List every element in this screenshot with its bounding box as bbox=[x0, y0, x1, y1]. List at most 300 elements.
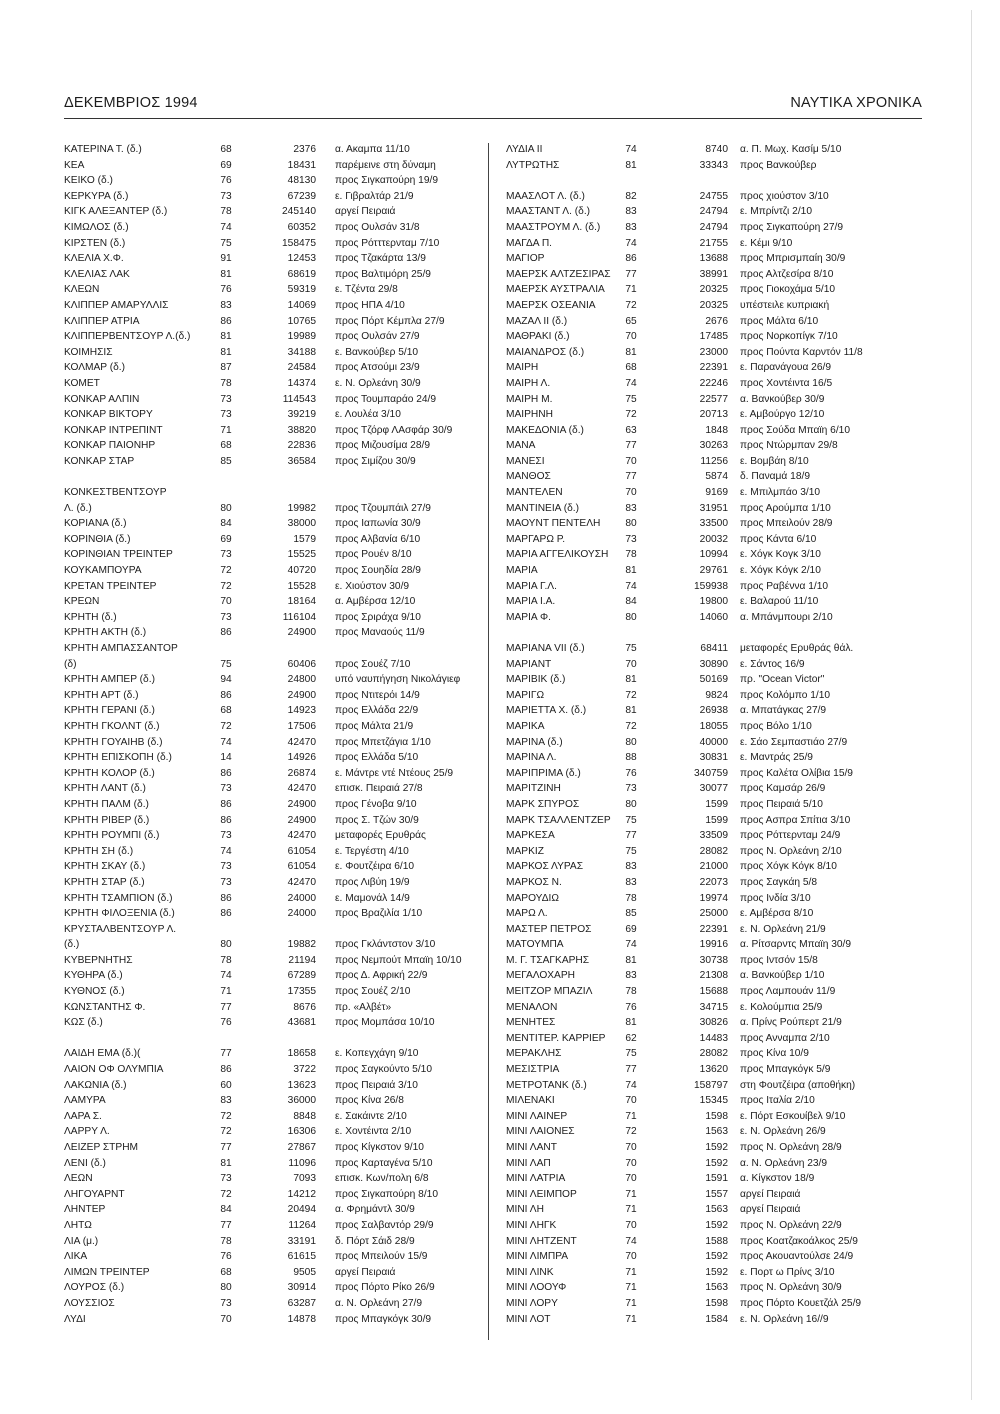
ship-entry bbox=[64, 423, 476, 439]
ship-name: ΛΕΝΙ (δ.) bbox=[64, 1157, 106, 1169]
build-year: 71 bbox=[220, 424, 232, 436]
tonnage: 18658 bbox=[287, 1048, 316, 1060]
ship-entry bbox=[64, 314, 476, 330]
ship-name: ΜΑΓΙΟΡ bbox=[506, 253, 545, 265]
ship-name: ΜΑΡΩ Λ. bbox=[506, 908, 548, 920]
build-year: 86 bbox=[220, 627, 232, 639]
status-destination: προς Βόλο 1/10 bbox=[740, 720, 812, 732]
ship-entry bbox=[506, 501, 930, 517]
ship-entry bbox=[506, 797, 930, 813]
ship-name: ΚΟΡΙΝΘΙΑΝ ΤΡΕΙΝΤΕΡ bbox=[64, 549, 173, 561]
status-destination: υπό ναυπήγηση Νικολάγιεφ bbox=[335, 674, 461, 686]
ship-name: ΚΩΝΣΤΑΝΤΗΣ Φ. bbox=[64, 1001, 146, 1013]
ship-entry bbox=[506, 657, 930, 673]
ship-name: ΛΑΜΥΡΑ bbox=[64, 1095, 106, 1107]
ship-entry bbox=[64, 282, 476, 298]
ship-name: ΜΑΙΡΗ Μ. bbox=[506, 393, 553, 405]
status-destination: α. Ν. Ορλεάνη 27/9 bbox=[335, 1297, 423, 1309]
ship-name: ΜΑΙΑΝΔΡΟΣ (δ.) bbox=[506, 346, 585, 358]
ship-name: ΚΡΗΤΗ ΡΙΒΕΡ (δ.) bbox=[64, 814, 150, 826]
ship-entry bbox=[506, 516, 930, 532]
status-destination: προς Λαμπουάν 11/9 bbox=[740, 986, 836, 998]
build-year: 86 bbox=[220, 689, 232, 701]
status-destination: προς ΗΠΑ 4/10 bbox=[335, 299, 405, 311]
tonnage: 33343 bbox=[699, 159, 728, 171]
status-destination: προς Λιβύη 19/9 bbox=[335, 876, 410, 888]
ship-entry bbox=[64, 703, 476, 719]
tonnage: 11264 bbox=[288, 1219, 316, 1231]
ship-name: ΛΗΝΤΕΡ bbox=[64, 1204, 106, 1216]
status-destination: ε. Σακάιντε 2/10 bbox=[335, 1110, 407, 1122]
ship-entry bbox=[64, 688, 476, 704]
status-destination: προς Βραζιλία 1/10 bbox=[335, 908, 423, 920]
ship-entry bbox=[506, 781, 930, 797]
build-year: 80 bbox=[625, 736, 637, 748]
tonnage: 33191 bbox=[287, 1235, 316, 1247]
build-year: 77 bbox=[220, 1001, 232, 1013]
tonnage: 24900 bbox=[287, 689, 316, 701]
ship-name: ΚΙΜΩΛΟΣ (δ.) bbox=[64, 221, 129, 233]
tonnage: 1598 bbox=[705, 1110, 728, 1122]
tonnage: 61615 bbox=[287, 1251, 316, 1263]
build-year: 68 bbox=[220, 705, 232, 717]
status-destination: α. Βανκούβερ 1/10 bbox=[740, 970, 825, 982]
build-year: 71 bbox=[625, 1282, 637, 1294]
ship-entry bbox=[64, 1140, 476, 1156]
ship-name: ΜΙΝΙ ΛΟΤ bbox=[506, 1313, 551, 1325]
tonnage: 63287 bbox=[287, 1297, 316, 1309]
ship-name: ΜΑΤΟΥΜΠΑ bbox=[506, 939, 564, 951]
tonnage: 15528 bbox=[287, 580, 316, 592]
status-destination: προς Τζόρφ ΛΑσφάρ 30/9 bbox=[335, 424, 453, 436]
tonnage: 340759 bbox=[694, 767, 728, 779]
tonnage: 43681 bbox=[287, 1017, 316, 1029]
tonnage: 17355 bbox=[287, 986, 316, 998]
status-destination: προς Ασπρα Σπίτια 3/10 bbox=[740, 814, 851, 826]
ship-name: ΚΡΗΤΗ ΑΡΤ (δ.) bbox=[64, 689, 139, 701]
build-year: 94 bbox=[220, 674, 232, 686]
ship-entry bbox=[64, 672, 476, 688]
ship-entry bbox=[64, 1046, 476, 1062]
build-year: 73 bbox=[220, 393, 232, 405]
status-destination: προς Βανκούβερ bbox=[740, 159, 817, 171]
tonnage: 42470 bbox=[287, 830, 316, 842]
build-year: 74 bbox=[220, 970, 232, 982]
tonnage: 24000 bbox=[287, 892, 316, 904]
ship-entry bbox=[506, 423, 930, 439]
status-destination: προς Ντιτερόι 14/9 bbox=[335, 689, 420, 701]
tonnage: 1557 bbox=[705, 1188, 728, 1200]
status-destination: ε. Κοπεγχάγη 9/10 bbox=[335, 1048, 419, 1060]
ship-name: ΜΑΚΕΔΟΝΙΑ (δ.) bbox=[506, 424, 584, 436]
ship-name: ΚΡΗΤΗ ΣΚΑΥ (δ.) bbox=[64, 861, 146, 873]
ship-name: ΜΙΝΙ ΛΑΝΤ bbox=[506, 1142, 557, 1153]
ship-entry bbox=[506, 267, 930, 283]
build-year: 70 bbox=[625, 658, 637, 670]
ship-name: ΜΑΖΑΛ ΙΙ (δ.) bbox=[506, 315, 568, 327]
ship-entry bbox=[506, 922, 930, 938]
build-year: 74 bbox=[220, 845, 232, 857]
header-publication: ΝΑΥΤΙΚΑ ΧΡΟΝΙΚΑ bbox=[790, 95, 922, 111]
build-year: 73 bbox=[220, 1297, 232, 1309]
ship-name: ΚΡΕΤΑΝ ΤΡΕΙΝΤΕΡ bbox=[64, 580, 157, 592]
tonnage: 28082 bbox=[699, 845, 728, 857]
ship-name: ΜΑΕΡΣΚ ΑΥΣΤΡΑΛΙΑ bbox=[506, 284, 605, 296]
build-year: 83 bbox=[625, 221, 637, 233]
ship-name: ΜΑΡΚ ΣΠΥΡΟΣ bbox=[506, 798, 580, 810]
ship-name: ΜΑΡΙΠΡΙΜΑ (δ.) bbox=[506, 767, 581, 779]
ship-entry bbox=[506, 1249, 930, 1265]
ship-entry bbox=[64, 1265, 476, 1281]
status-destination: προς Σούδα Μπαϊη 6/10 bbox=[740, 424, 851, 436]
ship-name: ΛΑΡΡΥ Λ. bbox=[64, 1126, 110, 1138]
ship-name: ΜΑΕΡΣΚ ΑΛΤΖΕΣΙΡΑΣ bbox=[506, 268, 611, 280]
status-destination: ε. Χόγκ Κογκ 3/10 bbox=[740, 549, 821, 561]
status-destination: ε. Σάντος 16/9 bbox=[740, 658, 805, 670]
status-destination: ε. Παρανάγουα 26/9 bbox=[740, 362, 831, 374]
status-destination: ε. Τεργέστη 4/10 bbox=[335, 845, 409, 857]
build-year: 73 bbox=[625, 533, 637, 545]
status-destination: προς Ατσούμι 23/9 bbox=[335, 362, 420, 374]
ship-entry bbox=[506, 1109, 930, 1125]
status-destination: προς Ιντσόν 15/8 bbox=[740, 954, 818, 966]
build-year: 78 bbox=[220, 377, 232, 389]
ship-entry bbox=[506, 1280, 930, 1296]
tonnage: 18055 bbox=[699, 720, 728, 732]
section-gap bbox=[64, 1031, 476, 1047]
ship-entry bbox=[506, 859, 930, 875]
status-destination: δ. Πόρτ Σάιδ 28/9 bbox=[335, 1235, 415, 1247]
ship-name: ΜΑΡΚΟΣ Ν. bbox=[506, 876, 562, 888]
tonnage: 33500 bbox=[699, 518, 728, 530]
status-destination: προς Δ. Αφρική 22/9 bbox=[335, 970, 428, 982]
status-destination: προς Τζουμπάιλ 27/9 bbox=[335, 502, 431, 514]
build-year: 76 bbox=[220, 1251, 232, 1263]
tonnage: 23000 bbox=[699, 346, 728, 358]
status-destination: μεταφορές Ερυθράς bbox=[335, 830, 426, 842]
build-year: 88 bbox=[625, 752, 637, 764]
tonnage: 30890 bbox=[699, 658, 728, 670]
ship-name: ΚΕΙΚΟ (δ.) bbox=[64, 175, 113, 187]
status-destination: ε. Χιούστον 30/9 bbox=[335, 580, 410, 592]
ship-entry bbox=[506, 937, 930, 953]
tonnage: 1848 bbox=[705, 424, 728, 436]
build-year: 86 bbox=[220, 814, 232, 826]
build-year: 14 bbox=[220, 752, 232, 764]
ship-entry bbox=[64, 766, 476, 782]
ship-name: ΜΑΡΙΑ bbox=[506, 565, 538, 577]
status-destination: προς Σαλβαντόρ 29/9 bbox=[335, 1219, 434, 1231]
section-gap bbox=[506, 173, 930, 189]
ship-name: ΜΑΑΣΤΡΟΥΜ Λ. (δ.) bbox=[506, 221, 601, 233]
ship-name: ΜΑΡΙΑ ΑΓΓΕΛΙΚΟΥΣΗ bbox=[506, 549, 609, 561]
ship-name: ΛΑΡΑ Σ. bbox=[64, 1110, 102, 1122]
ship-name: ΛΕΩΝ bbox=[64, 1173, 93, 1185]
tonnage: 1563 bbox=[705, 1204, 728, 1216]
ship-entry bbox=[64, 1312, 476, 1328]
build-year: 77 bbox=[220, 1219, 232, 1231]
tonnage: 3722 bbox=[293, 1064, 316, 1076]
build-year: 87 bbox=[220, 362, 232, 374]
status-destination: προς Σαγκάη 5/8 bbox=[740, 876, 818, 888]
ship-name: ΜΑΑΣΤΑΝΤ Λ. (δ.) bbox=[506, 206, 591, 218]
section-gap bbox=[506, 625, 930, 641]
build-year: 62 bbox=[625, 1032, 637, 1044]
ship-name: ΜΙΝΙ ΛΗ bbox=[506, 1204, 544, 1216]
build-year: 83 bbox=[220, 299, 232, 311]
tonnage: 18431 bbox=[287, 159, 316, 171]
ship-name: Λ. (δ.) bbox=[64, 502, 92, 514]
status-destination: α. Ρίτσαρντς Μπαϊη 30/9 bbox=[740, 939, 852, 951]
ship-entry bbox=[64, 360, 476, 376]
ship-entry bbox=[64, 579, 476, 595]
tonnage: 29761 bbox=[699, 565, 728, 577]
tonnage: 20494 bbox=[287, 1204, 316, 1216]
ship-entry bbox=[506, 376, 930, 392]
ship-entry bbox=[64, 953, 476, 969]
build-year: 72 bbox=[625, 409, 637, 421]
ship-entry bbox=[506, 158, 930, 174]
status-destination: α. Βανκούβερ 30/9 bbox=[740, 393, 825, 405]
build-year: 81 bbox=[625, 346, 637, 358]
build-year: 73 bbox=[220, 876, 232, 888]
ship-entry bbox=[64, 392, 476, 408]
build-year: 91 bbox=[220, 253, 232, 265]
ship-entry bbox=[64, 1124, 476, 1140]
status-destination: α. Πρίνς Ρούπερτ 21/9 bbox=[740, 1017, 842, 1029]
tonnage: 16306 bbox=[287, 1126, 316, 1138]
status-destination: ε. Τζέντα 29/8 bbox=[335, 284, 398, 296]
build-year: 76 bbox=[220, 284, 232, 296]
ship-entry bbox=[64, 454, 476, 470]
status-destination: προς Σ. Τζών 30/9 bbox=[335, 814, 419, 826]
ship-entry bbox=[64, 329, 476, 345]
status-destination: προς Μομπάσα 10/10 bbox=[335, 1017, 435, 1029]
build-year: 76 bbox=[625, 767, 637, 779]
ship-name: ΜΑΡΙΑ Γ.Λ. bbox=[506, 580, 557, 592]
status-destination: προς Ελλάδα 22/9 bbox=[335, 705, 419, 717]
build-year: 72 bbox=[625, 299, 637, 311]
status-destination: προς Σιγκαπούρη 8/10 bbox=[335, 1188, 438, 1200]
build-year: 69 bbox=[220, 533, 232, 545]
tonnage: 21000 bbox=[699, 861, 728, 873]
ship-name: ΜΙΝΙ ΛΕΙΜΠΟΡ bbox=[506, 1188, 577, 1200]
tonnage: 26874 bbox=[287, 767, 316, 779]
status-destination: προς Κίνα 26/8 bbox=[335, 1095, 404, 1107]
build-year: 78 bbox=[220, 954, 232, 966]
tonnage: 1592 bbox=[705, 1251, 728, 1263]
status-destination: ε. Αμβέρσα 8/10 bbox=[740, 908, 814, 920]
status-destination: πρ. «Αλβέτ» bbox=[335, 1001, 392, 1013]
tonnage: 25000 bbox=[699, 908, 728, 920]
tonnage: 20325 bbox=[699, 284, 728, 296]
status-destination: προς Σουέζ 7/10 bbox=[335, 658, 411, 670]
tonnage: 42470 bbox=[287, 783, 316, 795]
build-year: 71 bbox=[625, 284, 637, 296]
tonnage: 33509 bbox=[699, 830, 728, 842]
status-destination: προς Πόρτ Κέμπλα 27/9 bbox=[335, 315, 445, 327]
tonnage: 24794 bbox=[699, 206, 728, 218]
ship-name: ΜΑΡΙΚΑ bbox=[506, 720, 545, 732]
ship-name: ΜΑΡΚΕΣΑ bbox=[506, 830, 555, 842]
ship-name: ΜΕΣΙΣΤΡΙΑ bbox=[506, 1064, 560, 1076]
section-gap bbox=[64, 469, 476, 485]
build-year: 78 bbox=[220, 206, 232, 218]
build-year: 70 bbox=[625, 1095, 637, 1107]
right-column bbox=[506, 142, 930, 1327]
ship-entry bbox=[506, 703, 930, 719]
ship-entry bbox=[64, 1296, 476, 1312]
ship-name: ΚΟΝΚΑΡ ΑΛΠΙΝ bbox=[64, 393, 140, 405]
ship-entry bbox=[64, 438, 476, 454]
ship-name: ΚΡΗΤΗ ΕΠΙΣΚΟΠΗ (δ.) bbox=[64, 752, 172, 764]
tonnage: 38991 bbox=[699, 268, 728, 280]
ship-entry bbox=[64, 501, 476, 517]
status-destination: προς Χόγκ Κόγκ 8/10 bbox=[740, 861, 837, 873]
status-destination: αργεί Πειραιά bbox=[335, 206, 396, 218]
ship-entry bbox=[64, 1218, 476, 1234]
build-year: 60 bbox=[220, 1079, 232, 1091]
build-year: 63 bbox=[625, 424, 637, 436]
ship-entry bbox=[506, 610, 930, 626]
build-year: 71 bbox=[625, 1188, 637, 1200]
ship-name: ΚΛΙΠΠΕΡ ΑΤΡΙΑ bbox=[64, 315, 140, 327]
ship-entry bbox=[506, 1312, 930, 1328]
tonnage: 11096 bbox=[288, 1157, 316, 1169]
build-year: 74 bbox=[625, 377, 637, 389]
status-destination: προς Σιγκαπούρη 19/9 bbox=[335, 175, 438, 187]
tonnage: 9505 bbox=[293, 1266, 316, 1278]
ship-entry bbox=[64, 641, 476, 657]
column-divider bbox=[488, 143, 489, 1340]
status-destination: ε. Μαμονάλ 14/9 bbox=[335, 892, 410, 904]
ship-entry bbox=[506, 1265, 930, 1281]
ship-entry bbox=[64, 236, 476, 252]
ship-entry bbox=[64, 189, 476, 205]
tonnage: 42470 bbox=[287, 736, 316, 748]
tonnage: 39219 bbox=[287, 409, 316, 421]
build-year: 76 bbox=[220, 175, 232, 187]
build-year: 78 bbox=[220, 1235, 232, 1247]
status-destination: προς Μπαγκόγκ 5/9 bbox=[740, 1064, 831, 1076]
ship-entry bbox=[64, 891, 476, 907]
status-destination: ε. Μάντρε ντέ Ντέους 25/9 bbox=[335, 767, 454, 779]
tonnage: 15345 bbox=[699, 1095, 728, 1107]
status-destination: προς Ραβέννα 1/10 bbox=[740, 580, 829, 592]
ship-entry bbox=[506, 454, 930, 470]
build-year: 73 bbox=[220, 549, 232, 561]
ship-entry bbox=[506, 1234, 930, 1250]
ship-name: ΛΥΔΙ bbox=[64, 1313, 86, 1325]
build-year: 73 bbox=[220, 783, 232, 795]
status-destination: προς Ελλάδα 5/10 bbox=[335, 752, 419, 764]
build-year: 73 bbox=[220, 611, 232, 623]
build-year: 73 bbox=[220, 1173, 232, 1185]
tonnage: 1579 bbox=[293, 533, 316, 545]
ship-entry bbox=[506, 1093, 930, 1109]
tonnage: 68411 bbox=[700, 643, 728, 654]
ship-name: ΜΑΡΙΕΤΤΑ Χ. (δ.) bbox=[506, 705, 587, 717]
status-destination: προς Ανναμπα 2/10 bbox=[740, 1032, 830, 1044]
status-destination: προς Νορκοπίγκ 7/10 bbox=[740, 331, 838, 343]
status-destination: προς Ν. Ορλεάνη 28/9 bbox=[740, 1142, 842, 1153]
tonnage: 158475 bbox=[282, 237, 316, 249]
build-year: 77 bbox=[625, 830, 637, 842]
ship-name: ΛΙΜΩΝ ΤΡΕΙΝΤΕΡ bbox=[64, 1266, 150, 1278]
ship-entry bbox=[506, 485, 930, 501]
status-destination: α. Φρημάντλ 30/9 bbox=[335, 1204, 415, 1216]
build-year: 75 bbox=[625, 1048, 637, 1060]
ship-name: ΛΥΔΙΑ ΙΙ bbox=[506, 144, 543, 155]
tonnage: 8740 bbox=[705, 144, 728, 155]
ship-entry bbox=[64, 797, 476, 813]
status-destination: α. Ακαμπα 11/10 bbox=[335, 144, 410, 155]
tonnage: 30914 bbox=[287, 1282, 316, 1294]
ship-name: ΜΑΝΤΕΛΕΝ bbox=[506, 487, 563, 499]
status-destination: πρ. "Ocean Victor" bbox=[740, 674, 825, 686]
status-destination: ε. Μπρίντζι 2/10 bbox=[740, 206, 812, 218]
ship-name: ΚΡΥΣΤΑΛΒΕΝΤΣΟΥΡ Λ. bbox=[64, 923, 177, 935]
build-year: 86 bbox=[220, 767, 232, 779]
tonnage: 67289 bbox=[287, 970, 316, 982]
status-destination: προς Ρόττερνταμ 24/9 bbox=[740, 830, 841, 842]
ship-entry bbox=[506, 314, 930, 330]
status-destination: α. Π. Μωχ. Κασίμ 5/10 bbox=[740, 144, 842, 155]
tonnage: 26938 bbox=[699, 705, 728, 717]
tonnage: 17506 bbox=[287, 720, 316, 732]
status-destination: ε. Ν. Ορλεάνη 16//9 bbox=[740, 1313, 829, 1325]
build-year: 84 bbox=[625, 596, 637, 608]
status-destination: προς Αλτζεσίρα 8/10 bbox=[740, 268, 834, 280]
build-year: 73 bbox=[625, 783, 637, 795]
status-destination: προς Σιγκαπούρη 27/9 bbox=[740, 221, 843, 233]
tonnage: 114543 bbox=[282, 393, 316, 405]
build-year: 80 bbox=[220, 502, 232, 514]
build-year: 75 bbox=[220, 237, 232, 249]
status-destination: μεταφορές Ερυθράς θάλ. bbox=[740, 643, 854, 654]
ship-name: ΜΑΡΙΤΖΙΝΗ bbox=[506, 783, 561, 795]
build-year: 81 bbox=[625, 565, 637, 577]
ship-name: ΚΙΡΣΤΕΝ (δ.) bbox=[64, 237, 126, 249]
ship-name: ΛΟΥΡΟΣ (δ.) bbox=[64, 1282, 125, 1294]
tonnage: 1591 bbox=[705, 1173, 728, 1185]
ship-entry bbox=[506, 563, 930, 579]
status-destination: προς χιούστον 3/10 bbox=[740, 190, 829, 202]
ship-name: ΚΟΝΚΑΡ ΠΑΙΟΝΗΡ bbox=[64, 440, 156, 452]
tonnage: 13623 bbox=[287, 1079, 316, 1091]
ship-entry bbox=[506, 1171, 930, 1187]
ship-name: ΜΑΝΤΙΝΕΙΑ (δ.) bbox=[506, 502, 580, 514]
ship-name: ΜΑΡΙΑ Ι.Α. bbox=[506, 596, 556, 608]
build-year: 68 bbox=[625, 362, 637, 374]
ship-name: ΜΑΙΡΗΝΗ bbox=[506, 409, 553, 421]
status-destination: α. Ν. Ορλεάνη 23/9 bbox=[740, 1157, 828, 1169]
ship-entry bbox=[506, 735, 930, 751]
ship-name: ΜΑΣΤΕΡ ΠΕΤΡΟΣ bbox=[506, 923, 592, 935]
ship-name: ΜΙΝΙ ΛΙΜΠΡΑ bbox=[506, 1251, 569, 1263]
build-year: 74 bbox=[625, 144, 637, 155]
tonnage: 14374 bbox=[287, 377, 316, 389]
ship-entry bbox=[506, 672, 930, 688]
ship-entry bbox=[506, 813, 930, 829]
ship-entry bbox=[64, 220, 476, 236]
ship-name: ΚΥΒΕΡΝΗΤΗΣ bbox=[64, 954, 133, 966]
ship-entry bbox=[64, 267, 476, 283]
page-edge-line bbox=[971, 10, 972, 1400]
ship-name: ΜΙΝΙ ΛΙΝΚ bbox=[506, 1266, 554, 1278]
ship-entry bbox=[506, 329, 930, 345]
left-column bbox=[64, 142, 476, 1327]
